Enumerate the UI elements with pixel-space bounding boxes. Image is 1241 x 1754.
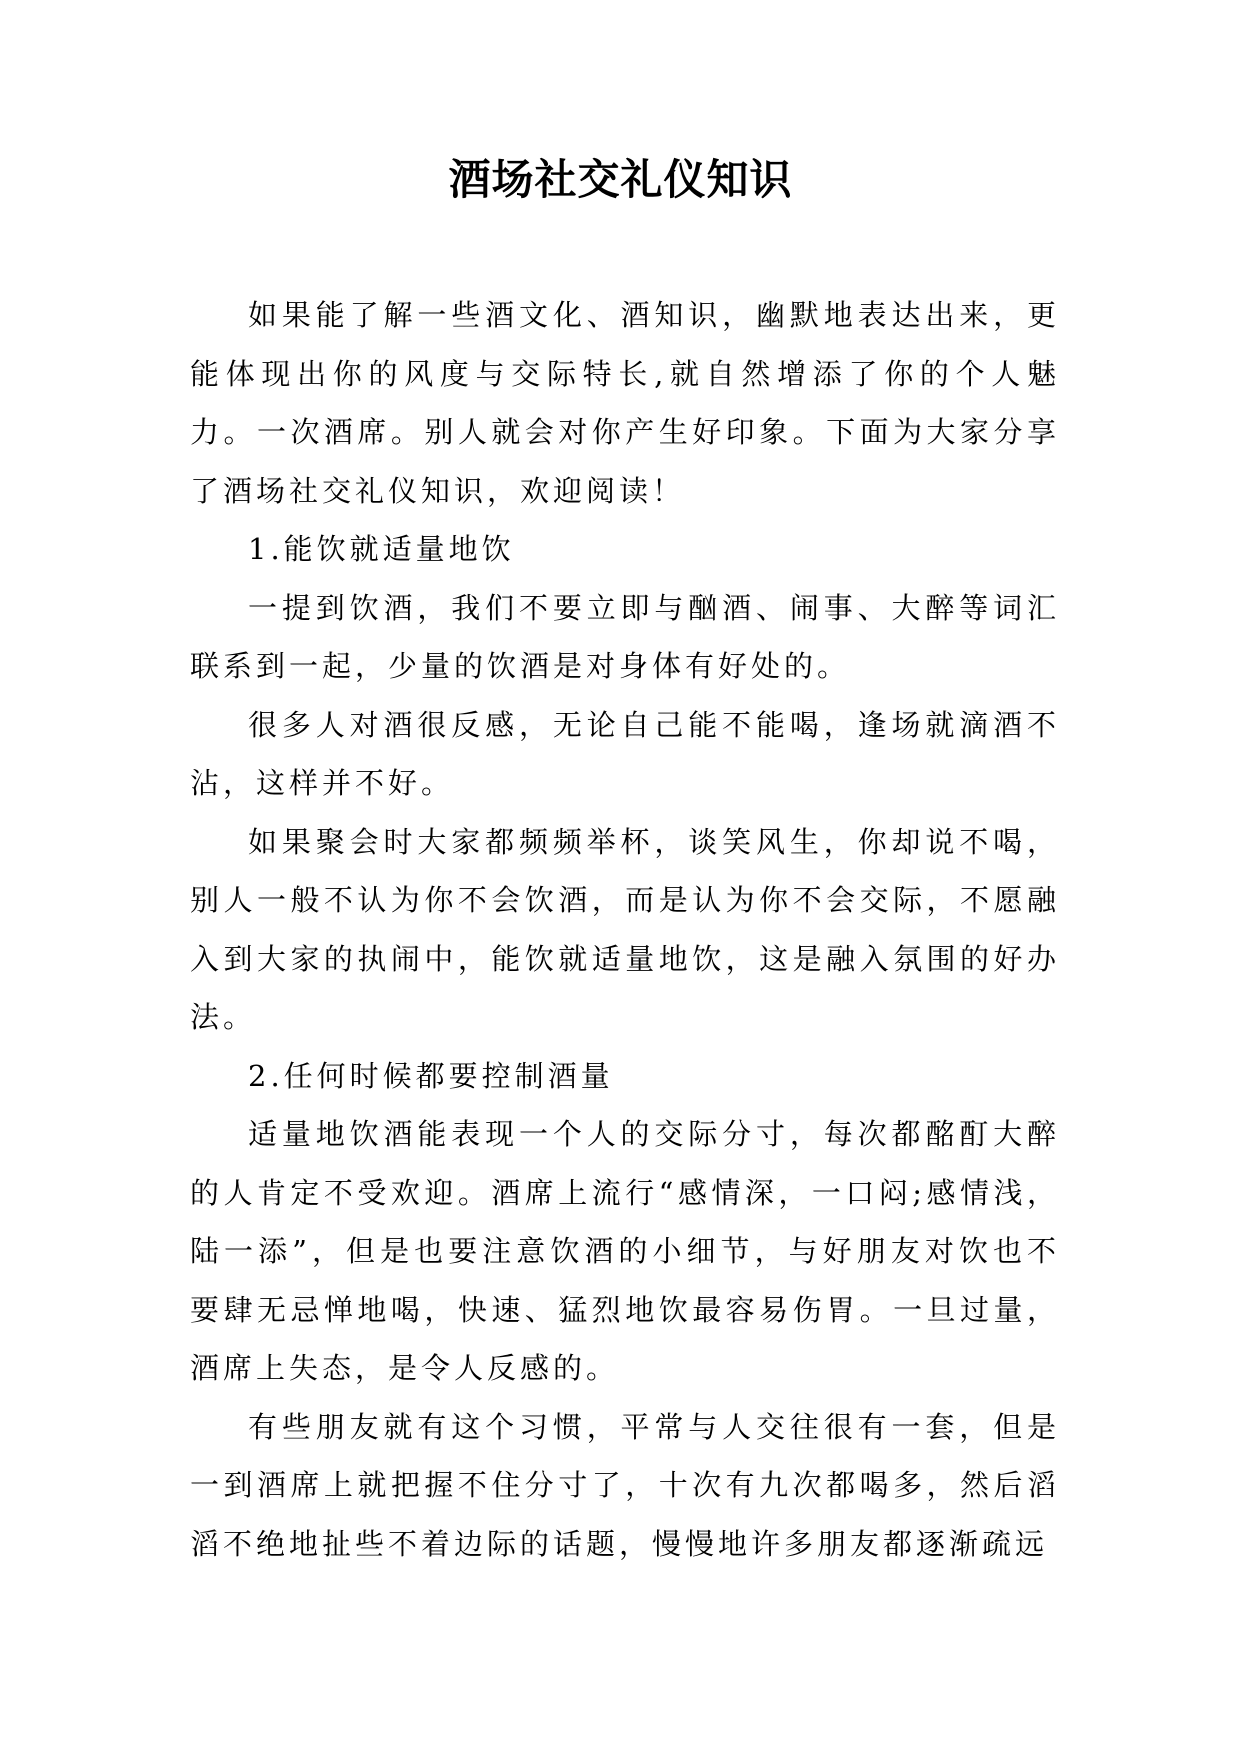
paragraph: 很多人对酒很反感，无论自己能不能喝，逢场就滴酒不沾，这样并不好。 <box>190 707 1060 800</box>
section-heading-1: 1.能饮就适量地饮 <box>248 532 515 566</box>
paragraph-intro: 如果能了解一些酒文化、酒知识，幽默地表达出来，更能体现出你的风度与交际特长,就自然增添了你的个人魅力。一次酒席。别人就会对你产生好印象。下面为大家分享了酒场社交礼仪知识，欢迎阅读！ <box>190 298 1060 508</box>
document-body <box>190 286 1060 1573</box>
paragraph: 有些朋友就有这个习惯，平常与人交往很有一套，但是一到酒席上就把握不住分寸了，十次有九次都喝多，然后滔滔不绝地扯些不着边际的话题，慢慢地许多朋友都逐渐疏远 <box>190 1409 1060 1561</box>
paragraph: 如果聚会时大家都频频举杯，谈笑风生，你却说不喝，别人一般不认为你不会饮酒，而是认为你不会交际，不愿融入到大家的执闹中，能饮就适量地饮，这是融入氛围的好办法。 <box>190 824 1060 1034</box>
document-title: 酒场社交礼仪知识 <box>448 155 793 204</box>
section-heading-2: 2.任何时候都要控制酒量 <box>248 1058 614 1093</box>
paragraph: 适量地饮酒能表现一个人的交际分寸，每次都酩酊大醉的人肯定不受欢迎。酒席上流行“感情深，一口闷;感情浅，陆一添”，但是也要注意饮酒的小细节，与好朋友对饮也不要肆无忌惮地喝，快速、猛烈地饮最容易伤胃。一旦过量，酒席上失态，是令人反感的。 <box>190 1117 1060 1385</box>
paragraph: 一提到饮酒，我们不要立即与酗酒、闹事、大醉等词汇联系到一起，少量的饮酒是对身体有好处的。 <box>190 590 1060 683</box>
